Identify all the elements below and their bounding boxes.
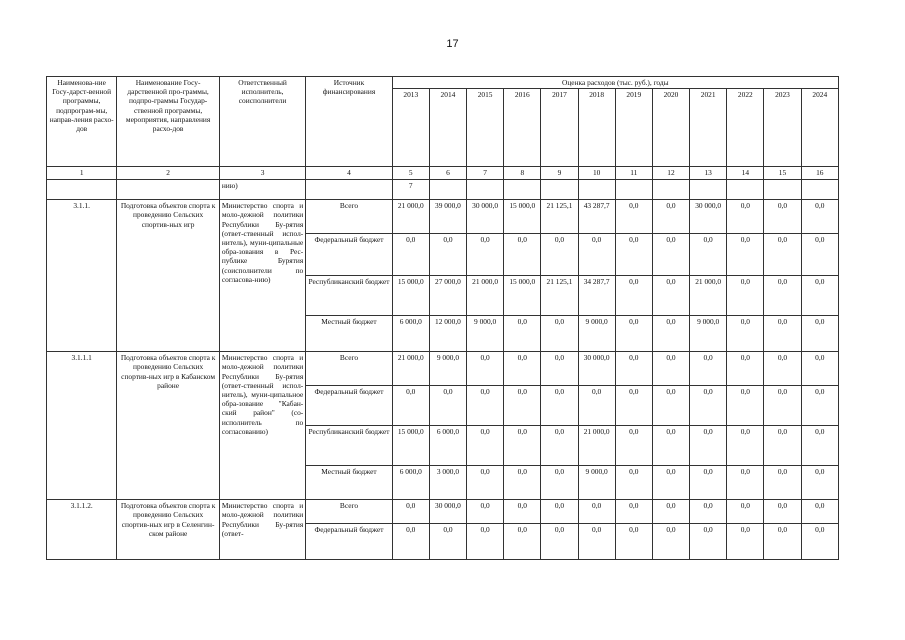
- value-cell: 0,0: [764, 276, 801, 316]
- column-number: 6: [429, 167, 466, 180]
- value-cell: 15 000,0: [504, 200, 541, 234]
- value-cell: 0,0: [727, 524, 764, 560]
- value-cell: 0,0: [541, 466, 578, 500]
- value-cell: 0,0: [764, 386, 801, 426]
- value-cell: 0,0: [504, 466, 541, 500]
- value-cell: 21 000,0: [392, 200, 429, 234]
- value-cell: 0,0: [504, 352, 541, 386]
- value-cell: 7: [392, 180, 429, 200]
- executor-cell: Министерство спорта и моло-дежной политики Республики Бу-рятия (ответ-ственный испол-нитель), муни-ципальное обра-зование "Кабан-ский район" (со-исполнитель по согласованию): [219, 352, 305, 500]
- value-cell: 0,0: [467, 426, 504, 466]
- funding-source: Федеральный бюджет: [306, 234, 392, 276]
- value-cell: 0,0: [429, 524, 466, 560]
- value-cell: 0,0: [541, 386, 578, 426]
- header-col2: Наименование Госу-дарственной про-граммы, подпро-граммы Государ-ственной программы, мероприятия, направления расхо-дов: [117, 77, 220, 167]
- value-cell: 0,0: [690, 386, 727, 426]
- value-cell: 0,0: [467, 524, 504, 560]
- value-cell: 21 000,0: [467, 276, 504, 316]
- value-cell: 9 000,0: [429, 352, 466, 386]
- header-year: 2015: [467, 89, 504, 167]
- value-cell: 0,0: [764, 200, 801, 234]
- section-code: 3.1.1.2.: [47, 500, 117, 560]
- value-cell: 12 000,0: [429, 316, 466, 352]
- value-cell: 6 000,0: [392, 466, 429, 500]
- value-cell: 0,0: [764, 500, 801, 524]
- value-cell: 0,0: [764, 352, 801, 386]
- value-cell: 0,0: [541, 234, 578, 276]
- column-number: 10: [578, 167, 615, 180]
- value-cell: 30 000,0: [578, 352, 615, 386]
- value-cell: 0,0: [652, 524, 689, 560]
- table-row: [47, 200, 839, 234]
- table-row: [47, 352, 839, 386]
- value-cell: 21 000,0: [690, 276, 727, 316]
- value-cell: 21 125,1: [541, 276, 578, 316]
- value-cell: 0,0: [727, 316, 764, 352]
- value-cell: 0,0: [764, 426, 801, 466]
- table-cell: [764, 180, 801, 200]
- header-col1: Наименова-ние Госу-дарст-венной программы, подпрограм-мы, направ-ления расхо-дов: [47, 77, 117, 167]
- column-number: 9: [541, 167, 578, 180]
- header-year: 2022: [727, 89, 764, 167]
- value-cell: 0,0: [541, 426, 578, 466]
- table-cell: [578, 180, 615, 200]
- value-cell: 0,0: [727, 500, 764, 524]
- value-cell: 9 000,0: [578, 466, 615, 500]
- value-cell: 0,0: [615, 316, 652, 352]
- header-estimate: Оценка расходов (тыс. руб.), годы: [392, 77, 838, 89]
- value-cell: 0,0: [652, 466, 689, 500]
- table-cell: [504, 180, 541, 200]
- value-cell: 0,0: [504, 234, 541, 276]
- value-cell: 0,0: [615, 352, 652, 386]
- column-number: 16: [801, 167, 838, 180]
- column-number: 7: [467, 167, 504, 180]
- value-cell: 21 000,0: [392, 352, 429, 386]
- column-number: 3: [219, 167, 305, 180]
- value-cell: 39 000,0: [429, 200, 466, 234]
- table-cell: [690, 180, 727, 200]
- value-cell: 0,0: [615, 386, 652, 426]
- value-cell: 0,0: [467, 500, 504, 524]
- table-cell: [801, 180, 838, 200]
- table-cell: [467, 180, 504, 200]
- value-cell: 34 287,7: [578, 276, 615, 316]
- funding-source: Всего: [306, 500, 392, 524]
- table-cell: [652, 180, 689, 200]
- value-cell: 0,0: [429, 386, 466, 426]
- column-number: 8: [504, 167, 541, 180]
- header-year: 2014: [429, 89, 466, 167]
- funding-source: Местный бюджет: [306, 466, 392, 500]
- table-cell: [429, 180, 466, 200]
- header-year: 2020: [652, 89, 689, 167]
- value-cell: 0,0: [467, 352, 504, 386]
- value-cell: 0,0: [467, 466, 504, 500]
- section-code: 3.1.1.1: [47, 352, 117, 500]
- value-cell: 0,0: [652, 276, 689, 316]
- funding-source: Республиканский бюджет: [306, 426, 392, 466]
- executor-cell: нию): [219, 180, 305, 200]
- header-year: 2018: [578, 89, 615, 167]
- funding-source: Всего: [306, 200, 392, 234]
- value-cell: 0,0: [690, 524, 727, 560]
- value-cell: 0,0: [690, 234, 727, 276]
- header-year: 2024: [801, 89, 838, 167]
- header-col3: Ответственный исполнитель, соисполнители: [219, 77, 305, 167]
- value-cell: 30 000,0: [467, 200, 504, 234]
- value-cell: 0,0: [615, 500, 652, 524]
- value-cell: 0,0: [727, 466, 764, 500]
- value-cell: 0,0: [652, 352, 689, 386]
- table-row: [47, 500, 839, 524]
- budget-table: [46, 76, 839, 560]
- column-number: 2: [117, 167, 220, 180]
- value-cell: 0,0: [727, 386, 764, 426]
- header-year: 2016: [504, 89, 541, 167]
- value-cell: 0,0: [801, 386, 838, 426]
- value-cell: 0,0: [578, 386, 615, 426]
- value-cell: 0,0: [690, 466, 727, 500]
- column-number: 5: [392, 167, 429, 180]
- executor-cell: Министерство спорта и моло-дежной политики Республики Бу-рятия (ответ-ственный испол-нитель), муни-ципальные обра-зования в Рес-публике Бурятия (соисполнители по согласова-нию): [219, 200, 305, 352]
- value-cell: 0,0: [652, 200, 689, 234]
- table-row: [47, 180, 839, 200]
- value-cell: 0,0: [764, 466, 801, 500]
- value-cell: 0,0: [504, 500, 541, 524]
- value-cell: 0,0: [727, 276, 764, 316]
- page-number: 17: [446, 38, 459, 50]
- value-cell: 0,0: [578, 524, 615, 560]
- value-cell: 9 000,0: [467, 316, 504, 352]
- value-cell: 0,0: [504, 524, 541, 560]
- header-year: 2017: [541, 89, 578, 167]
- table-cell: [727, 180, 764, 200]
- value-cell: 3 000,0: [429, 466, 466, 500]
- value-cell: 0,0: [578, 500, 615, 524]
- value-cell: 0,0: [652, 234, 689, 276]
- value-cell: 0,0: [801, 524, 838, 560]
- value-cell: 0,0: [652, 386, 689, 426]
- value-cell: 0,0: [652, 316, 689, 352]
- value-cell: 0,0: [764, 524, 801, 560]
- value-cell: 0,0: [615, 234, 652, 276]
- column-number: 4: [306, 167, 392, 180]
- header-year: 2019: [615, 89, 652, 167]
- value-cell: 0,0: [541, 500, 578, 524]
- value-cell: 0,0: [504, 386, 541, 426]
- value-cell: 0,0: [392, 234, 429, 276]
- value-cell: 0,0: [727, 200, 764, 234]
- value-cell: 0,0: [727, 426, 764, 466]
- header-year: 2013: [392, 89, 429, 167]
- value-cell: 0,0: [541, 524, 578, 560]
- value-cell: 0,0: [429, 234, 466, 276]
- value-cell: 0,0: [615, 466, 652, 500]
- column-number: 13: [690, 167, 727, 180]
- value-cell: 0,0: [392, 386, 429, 426]
- value-cell: 6 000,0: [429, 426, 466, 466]
- funding-source: Всего: [306, 352, 392, 386]
- value-cell: 30 000,0: [429, 500, 466, 524]
- column-number: 12: [652, 167, 689, 180]
- value-cell: 0,0: [615, 276, 652, 316]
- value-cell: 6 000,0: [392, 316, 429, 352]
- value-cell: 0,0: [801, 234, 838, 276]
- value-cell: 15 000,0: [392, 426, 429, 466]
- table-cell: [47, 180, 117, 200]
- value-cell: 27 000,0: [429, 276, 466, 316]
- value-cell: 0,0: [801, 426, 838, 466]
- value-cell: 0,0: [541, 352, 578, 386]
- value-cell: 15 000,0: [392, 276, 429, 316]
- value-cell: 0,0: [801, 200, 838, 234]
- value-cell: 0,0: [801, 466, 838, 500]
- value-cell: 0,0: [467, 386, 504, 426]
- section-name: Подготовка объектов спорта к проведению Сельских спортив-ных игр в Селенгин-ском районе: [117, 500, 220, 560]
- section-name: Подготовка объектов спорта к проведению Сельских спортив-ных игр в Кабанском районе: [117, 352, 220, 500]
- header-year: 2021: [690, 89, 727, 167]
- value-cell: 21 000,0: [578, 426, 615, 466]
- funding-source: Федеральный бюджет: [306, 524, 392, 560]
- value-cell: 0,0: [541, 316, 578, 352]
- value-cell: 0,0: [764, 316, 801, 352]
- value-cell: 0,0: [467, 234, 504, 276]
- value-cell: 30 000,0: [690, 200, 727, 234]
- section-name: Подготовка объектов спорта к проведению Сельских спортив-ных игр: [117, 200, 220, 352]
- value-cell: 0,0: [690, 352, 727, 386]
- value-cell: 9 000,0: [578, 316, 615, 352]
- column-number: 1: [47, 167, 117, 180]
- value-cell: 0,0: [615, 426, 652, 466]
- table-cell: [615, 180, 652, 200]
- value-cell: 0,0: [504, 426, 541, 466]
- table-cell: [306, 180, 392, 200]
- table-cell: [117, 180, 220, 200]
- header-col4: Источник финансирования: [306, 77, 392, 167]
- funding-source: Республиканский бюджет: [306, 276, 392, 316]
- value-cell: 0,0: [578, 234, 615, 276]
- value-cell: 0,0: [690, 500, 727, 524]
- value-cell: 0,0: [801, 500, 838, 524]
- value-cell: 0,0: [690, 426, 727, 466]
- value-cell: 0,0: [801, 352, 838, 386]
- funding-source: Местный бюджет: [306, 316, 392, 352]
- section-code: 3.1.1.: [47, 200, 117, 352]
- header-year: 2023: [764, 89, 801, 167]
- funding-source: Федеральный бюджет: [306, 386, 392, 426]
- value-cell: 0,0: [652, 500, 689, 524]
- executor-cell: Министерство спорта и моло-дежной политики Республики Бу-рятия (ответ-: [219, 500, 305, 560]
- value-cell: 0,0: [652, 426, 689, 466]
- column-number: 14: [727, 167, 764, 180]
- value-cell: 0,0: [615, 200, 652, 234]
- value-cell: 0,0: [392, 500, 429, 524]
- value-cell: 0,0: [801, 316, 838, 352]
- value-cell: 21 125,1: [541, 200, 578, 234]
- value-cell: 0,0: [801, 276, 838, 316]
- value-cell: 0,0: [727, 352, 764, 386]
- value-cell: 0,0: [615, 524, 652, 560]
- column-number: 11: [615, 167, 652, 180]
- value-cell: 43 287,7: [578, 200, 615, 234]
- value-cell: 15 000,0: [504, 276, 541, 316]
- value-cell: 9 000,0: [690, 316, 727, 352]
- table-cell: [541, 180, 578, 200]
- value-cell: 0,0: [727, 234, 764, 276]
- value-cell: 0,0: [764, 234, 801, 276]
- value-cell: 0,0: [504, 316, 541, 352]
- column-number: 15: [764, 167, 801, 180]
- value-cell: 0,0: [392, 524, 429, 560]
